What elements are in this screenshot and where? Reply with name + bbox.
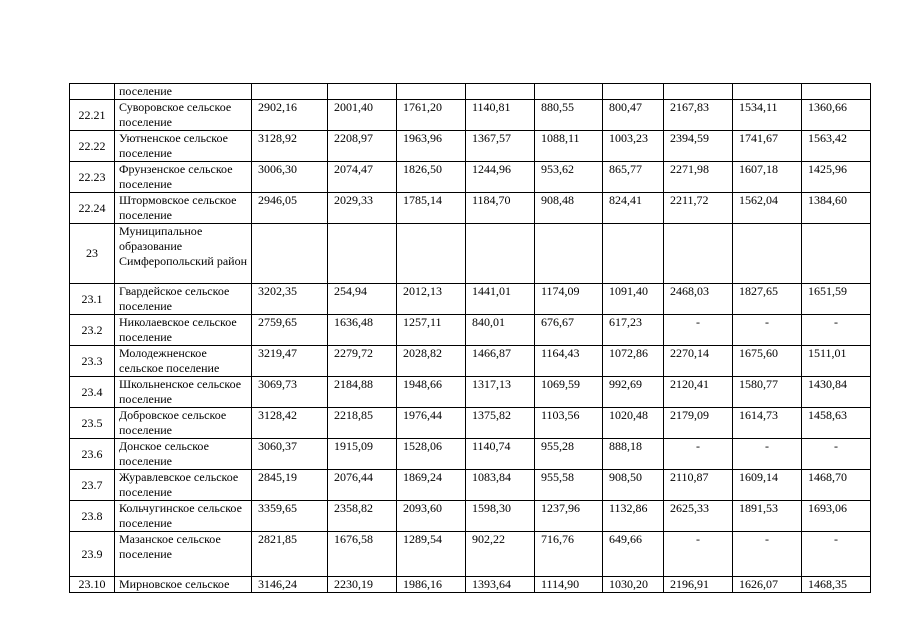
row-number: 23.6 <box>70 439 115 470</box>
value-cell: 2028,82 <box>397 346 466 377</box>
value-cell: 992,69 <box>603 377 664 408</box>
value-cell: 1103,56 <box>535 408 603 439</box>
row-number <box>70 84 115 100</box>
value-cell <box>252 224 328 284</box>
value-cell: 1393,64 <box>466 577 535 593</box>
value-cell: 1441,01 <box>466 284 535 315</box>
value-cell: 2759,65 <box>252 315 328 346</box>
settlement-name: Добровское сельское поселение <box>115 408 252 439</box>
table-row <box>70 100 871 131</box>
value-cell: - <box>802 315 871 346</box>
value-cell: 1184,70 <box>466 193 535 224</box>
settlement-name: Николаевское сельское поселение <box>115 315 252 346</box>
settlement-name: Мирновское сельское <box>115 577 252 593</box>
value-cell: 1458,63 <box>802 408 871 439</box>
value-cell <box>397 224 466 284</box>
row-number: 22.23 <box>70 162 115 193</box>
value-cell: 1827,65 <box>733 284 802 315</box>
value-cell: 1534,11 <box>733 100 802 131</box>
value-cell: 908,48 <box>535 193 603 224</box>
value-cell: 1869,24 <box>397 470 466 501</box>
value-cell <box>328 224 397 284</box>
value-cell: 1384,60 <box>802 193 871 224</box>
table-row <box>70 193 871 224</box>
value-cell: 1072,86 <box>603 346 664 377</box>
value-cell: 3006,30 <box>252 162 328 193</box>
value-cell: 254,94 <box>328 284 397 315</box>
value-cell: 2012,13 <box>397 284 466 315</box>
settlement-name: Уютненское сельское поселение <box>115 131 252 162</box>
value-cell: 2179,09 <box>664 408 733 439</box>
table-row <box>70 315 871 346</box>
value-cell: - <box>664 532 733 577</box>
value-cell <box>252 84 328 100</box>
value-cell: 3128,42 <box>252 408 328 439</box>
value-cell: 676,67 <box>535 315 603 346</box>
value-cell: 1360,66 <box>802 100 871 131</box>
row-number: 23.2 <box>70 315 115 346</box>
value-cell: 1083,84 <box>466 470 535 501</box>
value-cell: 2001,40 <box>328 100 397 131</box>
row-number: 23.4 <box>70 377 115 408</box>
value-cell: 2074,47 <box>328 162 397 193</box>
value-cell: 953,62 <box>535 162 603 193</box>
settlement-name: Суворовское сельское поселение <box>115 100 252 131</box>
value-cell: 902,22 <box>466 532 535 577</box>
value-cell: 3060,37 <box>252 439 328 470</box>
value-cell <box>535 224 603 284</box>
value-cell: 3128,92 <box>252 131 328 162</box>
value-cell: 2230,19 <box>328 577 397 593</box>
value-cell: 2902,16 <box>252 100 328 131</box>
value-cell: 2271,98 <box>664 162 733 193</box>
value-cell: 955,58 <box>535 470 603 501</box>
value-cell: 1741,67 <box>733 131 802 162</box>
value-cell: - <box>733 315 802 346</box>
value-cell <box>802 84 871 100</box>
value-cell: 1132,86 <box>603 501 664 532</box>
value-cell <box>733 224 802 284</box>
row-number: 22.21 <box>70 100 115 131</box>
value-cell: 2821,85 <box>252 532 328 577</box>
value-cell <box>603 84 664 100</box>
row-number: 23.5 <box>70 408 115 439</box>
table-row <box>70 131 871 162</box>
value-cell: 1607,18 <box>733 162 802 193</box>
value-cell: - <box>802 439 871 470</box>
value-cell: 2120,41 <box>664 377 733 408</box>
value-cell <box>328 84 397 100</box>
value-cell: 2093,60 <box>397 501 466 532</box>
value-cell: 2845,19 <box>252 470 328 501</box>
value-cell: 2211,72 <box>664 193 733 224</box>
value-cell: 1237,96 <box>535 501 603 532</box>
value-cell: 888,18 <box>603 439 664 470</box>
value-cell <box>802 224 871 284</box>
table-row <box>70 532 871 577</box>
row-number: 22.22 <box>70 131 115 162</box>
row-number: 23.1 <box>70 284 115 315</box>
value-cell: 1114,90 <box>535 577 603 593</box>
value-cell: 1528,06 <box>397 439 466 470</box>
value-cell: 1693,06 <box>802 501 871 532</box>
value-cell: 1948,66 <box>397 377 466 408</box>
table-row <box>70 577 871 593</box>
value-cell: 649,66 <box>603 532 664 577</box>
value-cell: 2625,33 <box>664 501 733 532</box>
tariff-table <box>69 83 871 593</box>
value-cell: 1761,20 <box>397 100 466 131</box>
value-cell: 1030,20 <box>603 577 664 593</box>
value-cell: - <box>802 532 871 577</box>
value-cell: 2110,87 <box>664 470 733 501</box>
value-cell: 1466,87 <box>466 346 535 377</box>
settlement-name: Журавлевское сельское поселение <box>115 470 252 501</box>
value-cell: 1244,96 <box>466 162 535 193</box>
value-cell: 617,23 <box>603 315 664 346</box>
value-cell: 1020,48 <box>603 408 664 439</box>
value-cell: 1289,54 <box>397 532 466 577</box>
value-cell: 2358,82 <box>328 501 397 532</box>
value-cell: 1651,59 <box>802 284 871 315</box>
value-cell: 2394,59 <box>664 131 733 162</box>
settlement-name: Школьненское сельское поселение <box>115 377 252 408</box>
value-cell: 1626,07 <box>733 577 802 593</box>
settlement-name: Донское сельское поселение <box>115 439 252 470</box>
row-number: 23 <box>70 224 115 284</box>
row-number: 23.10 <box>70 577 115 593</box>
value-cell: 1069,59 <box>535 377 603 408</box>
value-cell: 1425,96 <box>802 162 871 193</box>
row-number: 23.8 <box>70 501 115 532</box>
value-cell: 1976,44 <box>397 408 466 439</box>
row-number: 22.24 <box>70 193 115 224</box>
value-cell: - <box>664 315 733 346</box>
value-cell: 2029,33 <box>328 193 397 224</box>
value-cell: 1675,60 <box>733 346 802 377</box>
value-cell: 3202,35 <box>252 284 328 315</box>
value-cell <box>603 224 664 284</box>
settlement-name: Мазанское сельское поселение <box>115 532 252 577</box>
value-cell: 865,77 <box>603 162 664 193</box>
value-cell: 3146,24 <box>252 577 328 593</box>
value-cell: 1468,35 <box>802 577 871 593</box>
value-cell: 1580,77 <box>733 377 802 408</box>
value-cell: 2270,14 <box>664 346 733 377</box>
value-cell: 2946,05 <box>252 193 328 224</box>
value-cell: 1562,04 <box>733 193 802 224</box>
value-cell: 1636,48 <box>328 315 397 346</box>
table-row <box>70 377 871 408</box>
value-cell: 2218,85 <box>328 408 397 439</box>
settlement-name: Кольчугинское сельское поселение <box>115 501 252 532</box>
value-cell <box>664 84 733 100</box>
value-cell: 1003,23 <box>603 131 664 162</box>
table-row <box>70 408 871 439</box>
value-cell: 1140,74 <box>466 439 535 470</box>
value-cell <box>535 84 603 100</box>
value-cell: 1164,43 <box>535 346 603 377</box>
value-cell: 2196,91 <box>664 577 733 593</box>
value-cell: 3069,73 <box>252 377 328 408</box>
value-cell: 1891,53 <box>733 501 802 532</box>
table-row <box>70 439 871 470</box>
value-cell: 1598,30 <box>466 501 535 532</box>
value-cell: 2468,03 <box>664 284 733 315</box>
table-row <box>70 346 871 377</box>
value-cell: 1963,96 <box>397 131 466 162</box>
value-cell <box>466 84 535 100</box>
value-cell <box>397 84 466 100</box>
value-cell: 1826,50 <box>397 162 466 193</box>
value-cell: 908,50 <box>603 470 664 501</box>
table-row <box>70 224 871 284</box>
value-cell: 2279,72 <box>328 346 397 377</box>
table-row <box>70 501 871 532</box>
value-cell: 1140,81 <box>466 100 535 131</box>
value-cell: 1563,42 <box>802 131 871 162</box>
value-cell: 1614,73 <box>733 408 802 439</box>
value-cell: 1174,09 <box>535 284 603 315</box>
settlement-name: Фрунзенское сельское поселение <box>115 162 252 193</box>
table-row <box>70 470 871 501</box>
value-cell: 2076,44 <box>328 470 397 501</box>
value-cell: 1367,57 <box>466 131 535 162</box>
value-cell <box>664 224 733 284</box>
value-cell: 1091,40 <box>603 284 664 315</box>
value-cell: 2167,83 <box>664 100 733 131</box>
table-row <box>70 284 871 315</box>
value-cell <box>466 224 535 284</box>
value-cell: 2184,88 <box>328 377 397 408</box>
settlement-name: Молодежненское сельское поселение <box>115 346 252 377</box>
value-cell: 1257,11 <box>397 315 466 346</box>
value-cell: 1088,11 <box>535 131 603 162</box>
row-number: 23.3 <box>70 346 115 377</box>
value-cell: - <box>733 532 802 577</box>
value-cell: 1511,01 <box>802 346 871 377</box>
value-cell: 1986,16 <box>397 577 466 593</box>
value-cell <box>733 84 802 100</box>
value-cell: 880,55 <box>535 100 603 131</box>
value-cell: 716,76 <box>535 532 603 577</box>
settlement-name: Штормовское сельское поселение <box>115 193 252 224</box>
row-number: 23.9 <box>70 532 115 577</box>
value-cell: 3359,65 <box>252 501 328 532</box>
settlement-name: Гвардейское сельское поселение <box>115 284 252 315</box>
settlement-name: поселение <box>115 84 252 100</box>
value-cell: 1915,09 <box>328 439 397 470</box>
value-cell: 1375,82 <box>466 408 535 439</box>
table-body <box>70 84 871 593</box>
value-cell: 840,01 <box>466 315 535 346</box>
value-cell: - <box>733 439 802 470</box>
value-cell: 3219,47 <box>252 346 328 377</box>
value-cell: 1317,13 <box>466 377 535 408</box>
value-cell: 1609,14 <box>733 470 802 501</box>
row-number: 23.7 <box>70 470 115 501</box>
value-cell: 1430,84 <box>802 377 871 408</box>
value-cell: - <box>664 439 733 470</box>
table-row <box>70 162 871 193</box>
value-cell: 800,47 <box>603 100 664 131</box>
value-cell: 1785,14 <box>397 193 466 224</box>
value-cell: 824,41 <box>603 193 664 224</box>
table-row <box>70 84 871 100</box>
value-cell: 2208,97 <box>328 131 397 162</box>
value-cell: 1468,70 <box>802 470 871 501</box>
value-cell: 1676,58 <box>328 532 397 577</box>
value-cell: 955,28 <box>535 439 603 470</box>
settlement-name: Муниципальное образование Симферопольский район <box>115 224 252 284</box>
